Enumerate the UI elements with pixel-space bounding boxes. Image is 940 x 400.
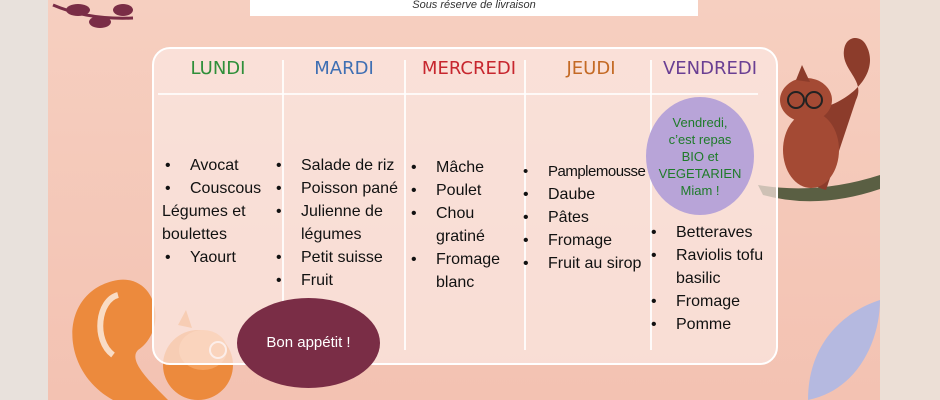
menu-item: • Fromage (520, 229, 650, 252)
menu-mardi (273, 154, 405, 292)
day-header-vendredi: VENDREDI (662, 58, 758, 79)
menu-jeudi (520, 160, 650, 275)
menu-vendredi (648, 221, 776, 336)
menu-item: • Pomme (648, 313, 776, 336)
menu-item: • Mâche (408, 156, 518, 179)
menu-item: • Julienne de légumes (273, 200, 405, 246)
frame-right (880, 0, 940, 400)
menu-item: • Raviolis tofu basilic (648, 244, 776, 290)
frame-left (0, 0, 48, 400)
menu-mercredi (408, 156, 518, 294)
bubble-line: c’est repas (668, 131, 732, 147)
menu-item: • Fromage blanc (408, 248, 518, 294)
menu-item: • Pamplemousse (520, 160, 650, 183)
menu-item: • Fruit au sirop (520, 252, 650, 275)
menu-item: Légumes et boulettes (162, 203, 246, 243)
menu-item: • Chou gratiné (408, 202, 518, 248)
menu-item: • Couscous (162, 177, 284, 200)
menu-item: • Betteraves (648, 221, 776, 244)
bon-appetit-bubble: Bon appétit ! (237, 298, 380, 388)
bubble-line: Miam ! (680, 182, 720, 198)
menu-lundi (162, 154, 284, 269)
menu-item: • Avocat (162, 154, 284, 177)
day-header-jeudi: JEUDI (566, 58, 616, 79)
bubble-line: BIO et (681, 148, 719, 164)
day-header-lundi: LUNDI (190, 58, 246, 79)
delivery-notice: Sous réserve de livraison (250, 0, 698, 16)
leaf-icon (798, 300, 880, 400)
day-header-mardi: MARDI (314, 58, 374, 79)
squirrel-brown-icon (766, 30, 880, 195)
menu-item: • Fromage (648, 290, 776, 313)
menu-item: • Yaourt (162, 246, 284, 269)
bubble-line: Vendredi, (672, 114, 728, 130)
day-header-mercredi: MERCREDI (421, 58, 517, 79)
vendredi-bio-bubble (646, 97, 754, 215)
leaf-branch-icon (48, 0, 148, 40)
menu-item: • Poisson pané (273, 177, 405, 200)
header-divider (158, 93, 758, 95)
menu-item: • Daube (520, 183, 650, 206)
menu-item: • Pâtes (520, 206, 650, 229)
menu-item: • Fruit (273, 269, 405, 292)
menu-item: • Petit suisse (273, 246, 405, 269)
menu-item: • Poulet (408, 179, 518, 202)
menu-item: • Salade de riz (273, 154, 405, 177)
bubble-line: VEGETARIEN (658, 165, 742, 181)
